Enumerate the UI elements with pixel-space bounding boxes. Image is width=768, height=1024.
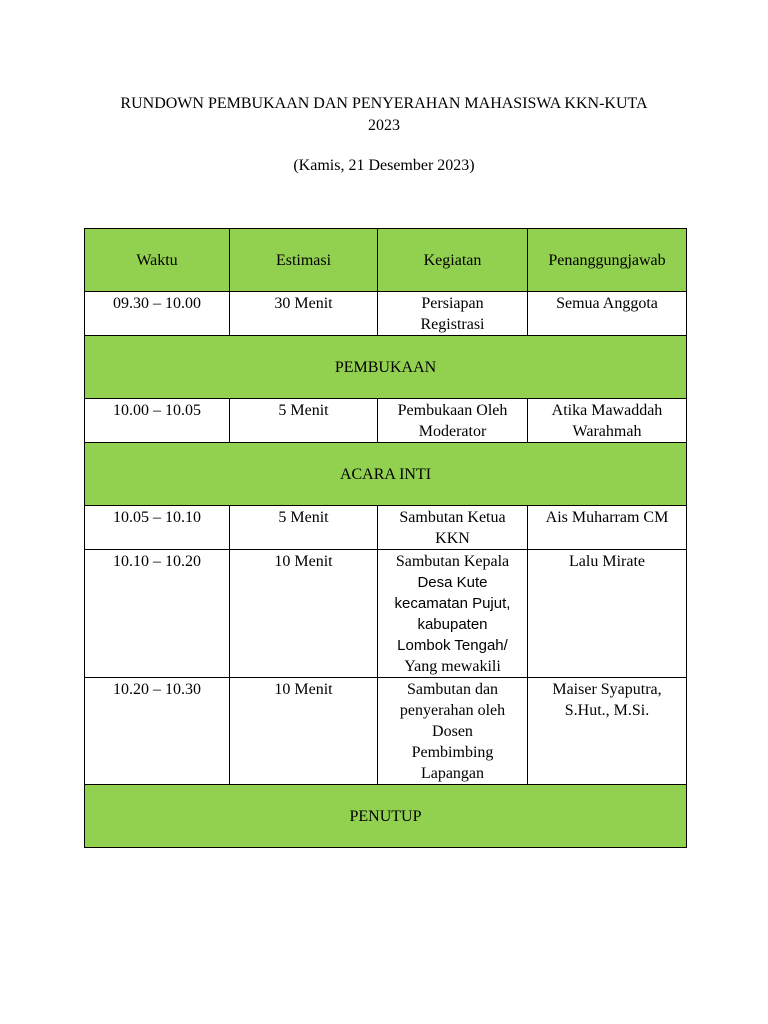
header-kegiatan: Kegiatan (378, 229, 528, 292)
kegiatan-line: Moderator (418, 423, 487, 440)
table-row (85, 550, 687, 678)
document-date: (Kamis, 21 Desember 2023) (293, 157, 475, 174)
table-row (85, 399, 687, 443)
title-line-2: 2023 (368, 117, 400, 134)
pj-line: Atika Mawaddah (551, 402, 663, 419)
cell-estimasi: 10 Menit (230, 678, 378, 785)
title-line-1: RUNDOWN PEMBUKAAN DAN PENYERAHAN MAHASISWA KKN-KUTA (120, 95, 648, 112)
cell-penanggungjawab (528, 678, 687, 785)
table-row (85, 678, 687, 785)
kegiatan-line: Persiapan (421, 295, 484, 312)
kegiatan-line: Sambutan Kepala (395, 553, 510, 570)
cell-waktu: 10.20 – 10.30 (85, 678, 230, 785)
pj-line: Lalu Mirate (569, 553, 645, 570)
rundown-table (84, 228, 687, 848)
cell-penanggungjawab (528, 506, 687, 550)
cell-estimasi: 30 Menit (230, 292, 378, 336)
cell-kegiatan (378, 678, 528, 785)
kegiatan-line: Pembimbing (411, 744, 494, 761)
cell-waktu: 09.30 – 10.00 (85, 292, 230, 336)
cell-waktu: 10.05 – 10.10 (85, 506, 230, 550)
pj-line: Ais Muharram CM (545, 509, 669, 526)
header-penanggungjawab: Penanggungjawab (528, 229, 687, 292)
table-header-row (85, 229, 687, 292)
section-label: PENUTUP (85, 785, 687, 848)
table-row (85, 506, 687, 550)
cell-waktu: 10.10 – 10.20 (85, 550, 230, 678)
section-row-acara-inti (85, 443, 687, 506)
kegiatan-line: Registrasi (420, 316, 485, 333)
section-label: PEMBUKAAN (85, 336, 687, 399)
pj-line: Warahmah (572, 423, 642, 440)
cell-kegiatan (378, 399, 528, 443)
cell-penanggungjawab (528, 292, 687, 336)
cell-penanggungjawab (528, 550, 687, 678)
cell-kegiatan (378, 292, 528, 336)
section-row-penutup (85, 785, 687, 848)
kegiatan-line: Lapangan (420, 765, 485, 782)
header-waktu: Waktu (85, 229, 230, 292)
kegiatan-line: Yang mewakili (404, 658, 501, 675)
pj-line: Semua Anggota (556, 295, 658, 312)
cell-kegiatan (378, 550, 528, 678)
kegiatan-line: Dosen (432, 723, 473, 740)
kegiatan-line: Sambutan Ketua (399, 509, 506, 526)
section-label: ACARA INTI (85, 443, 687, 506)
section-row-pembukaan (85, 336, 687, 399)
cell-estimasi: 10 Menit (230, 550, 378, 678)
kegiatan-line: Sambutan dan (406, 681, 499, 698)
table-row (85, 292, 687, 336)
kegiatan-line: kabupaten (417, 616, 488, 633)
cell-estimasi: 5 Menit (230, 506, 378, 550)
cell-estimasi: 5 Menit (230, 399, 378, 443)
header-estimasi: Estimasi (230, 229, 378, 292)
pj-line: S.Hut., M.Si. (564, 702, 650, 719)
kegiatan-line: Lombok Tengah/ (397, 637, 508, 654)
cell-penanggungjawab (528, 399, 687, 443)
kegiatan-line: penyerahan oleh (399, 702, 506, 719)
cell-kegiatan (378, 506, 528, 550)
pj-line: Maiser Syaputra, (552, 681, 662, 698)
kegiatan-line: Desa Kute (417, 574, 488, 591)
document-title (84, 93, 684, 137)
cell-waktu: 10.00 – 10.05 (85, 399, 230, 443)
kegiatan-line: kecamatan Pujut, (394, 595, 511, 612)
kegiatan-line: Pembukaan Oleh (397, 402, 508, 419)
kegiatan-line: KKN (435, 530, 470, 547)
